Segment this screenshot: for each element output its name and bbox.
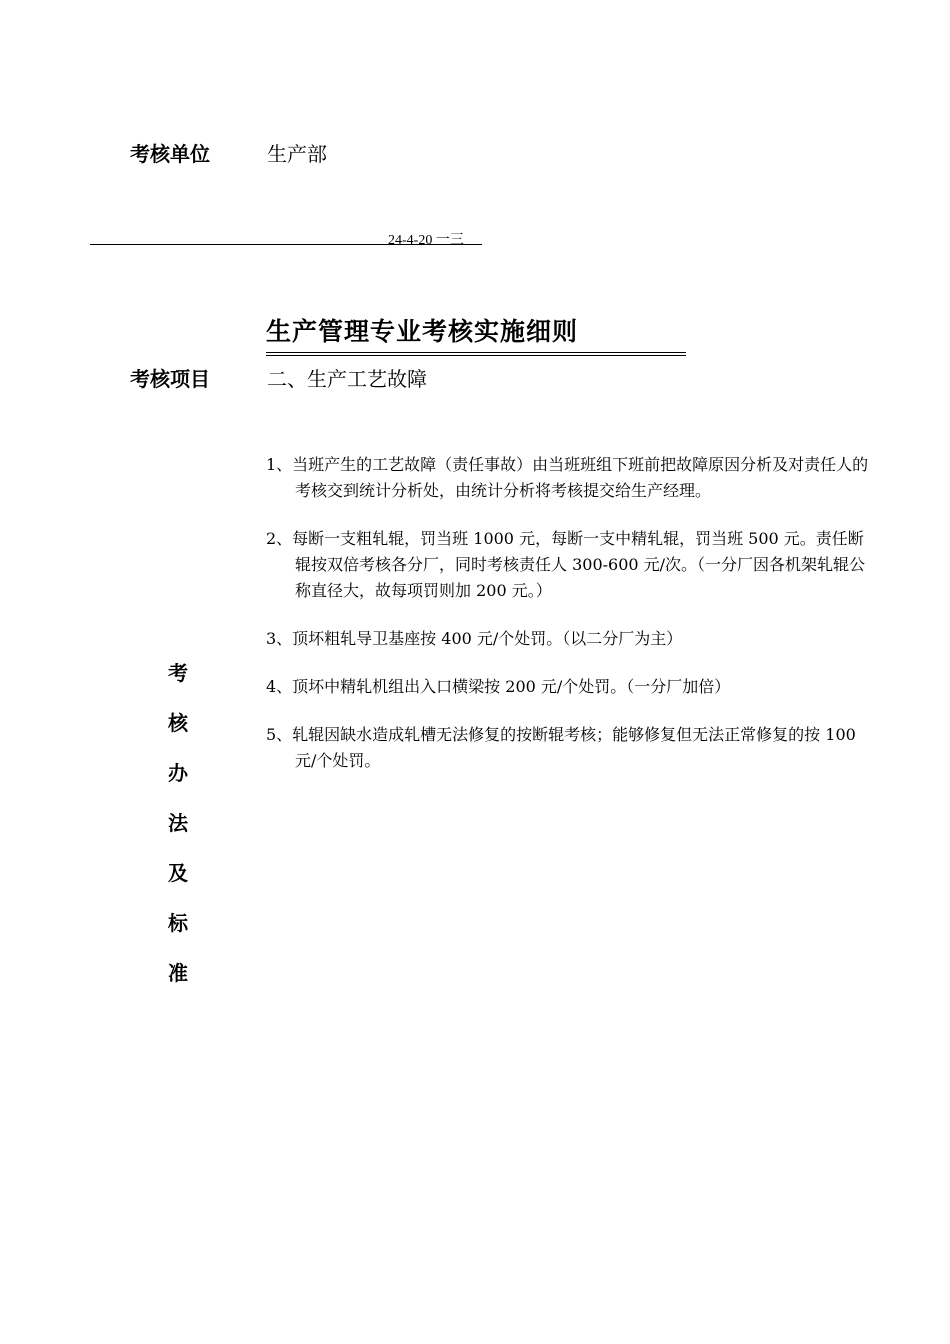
header-date: 24-4-20 一三 (388, 233, 464, 248)
method-char: 及 (168, 861, 188, 885)
project-value: 二、生产工艺故障 (267, 367, 427, 391)
rule-item: 2、每断一支粗轧辊，罚当班 1000 元，每断一支中精轧辊，罚当班 500 元。责任断辊按双倍考核各分厂，同时考核责任人 300-600 元/次。（一分厂因各机架轧辊公称直径大，故每项罚则加 200 元。） (266, 529, 866, 600)
unit-label: 考核单位 (130, 142, 210, 166)
project-label: 考核项目 (130, 367, 210, 391)
method-char: 核 (168, 711, 188, 735)
method-label-vertical (166, 658, 190, 1008)
document-title: 生产管理专业考核实施细则 (266, 312, 686, 356)
method-char: 准 (168, 961, 188, 985)
rules-list (266, 452, 870, 796)
rule-item: 1、当班产生的工艺故障（责任事故）由当班班组下班前把故障原因分析及对责任人的考核交到统计分析处，由统计分析将考核提交给生产经理。 (266, 455, 869, 500)
method-char: 标 (168, 911, 188, 935)
method-char: 法 (168, 811, 188, 835)
rule-item: 3、顶坏粗轧导卫基座按 400 元/个处罚。（以二分厂为主） (266, 629, 683, 648)
rule-item: 4、顶坏中精轧机组出入口横梁按 200 元/个处罚。（一分厂加倍） (266, 677, 731, 696)
unit-value: 生产部 (267, 142, 327, 166)
method-char: 办 (168, 761, 188, 785)
method-char: 考 (168, 661, 188, 685)
rule-item: 5、轧辊因缺水造成轧槽无法修复的按断辊考核；能够修复但无法正常修复的按 100 元/个处罚。 (266, 725, 856, 770)
